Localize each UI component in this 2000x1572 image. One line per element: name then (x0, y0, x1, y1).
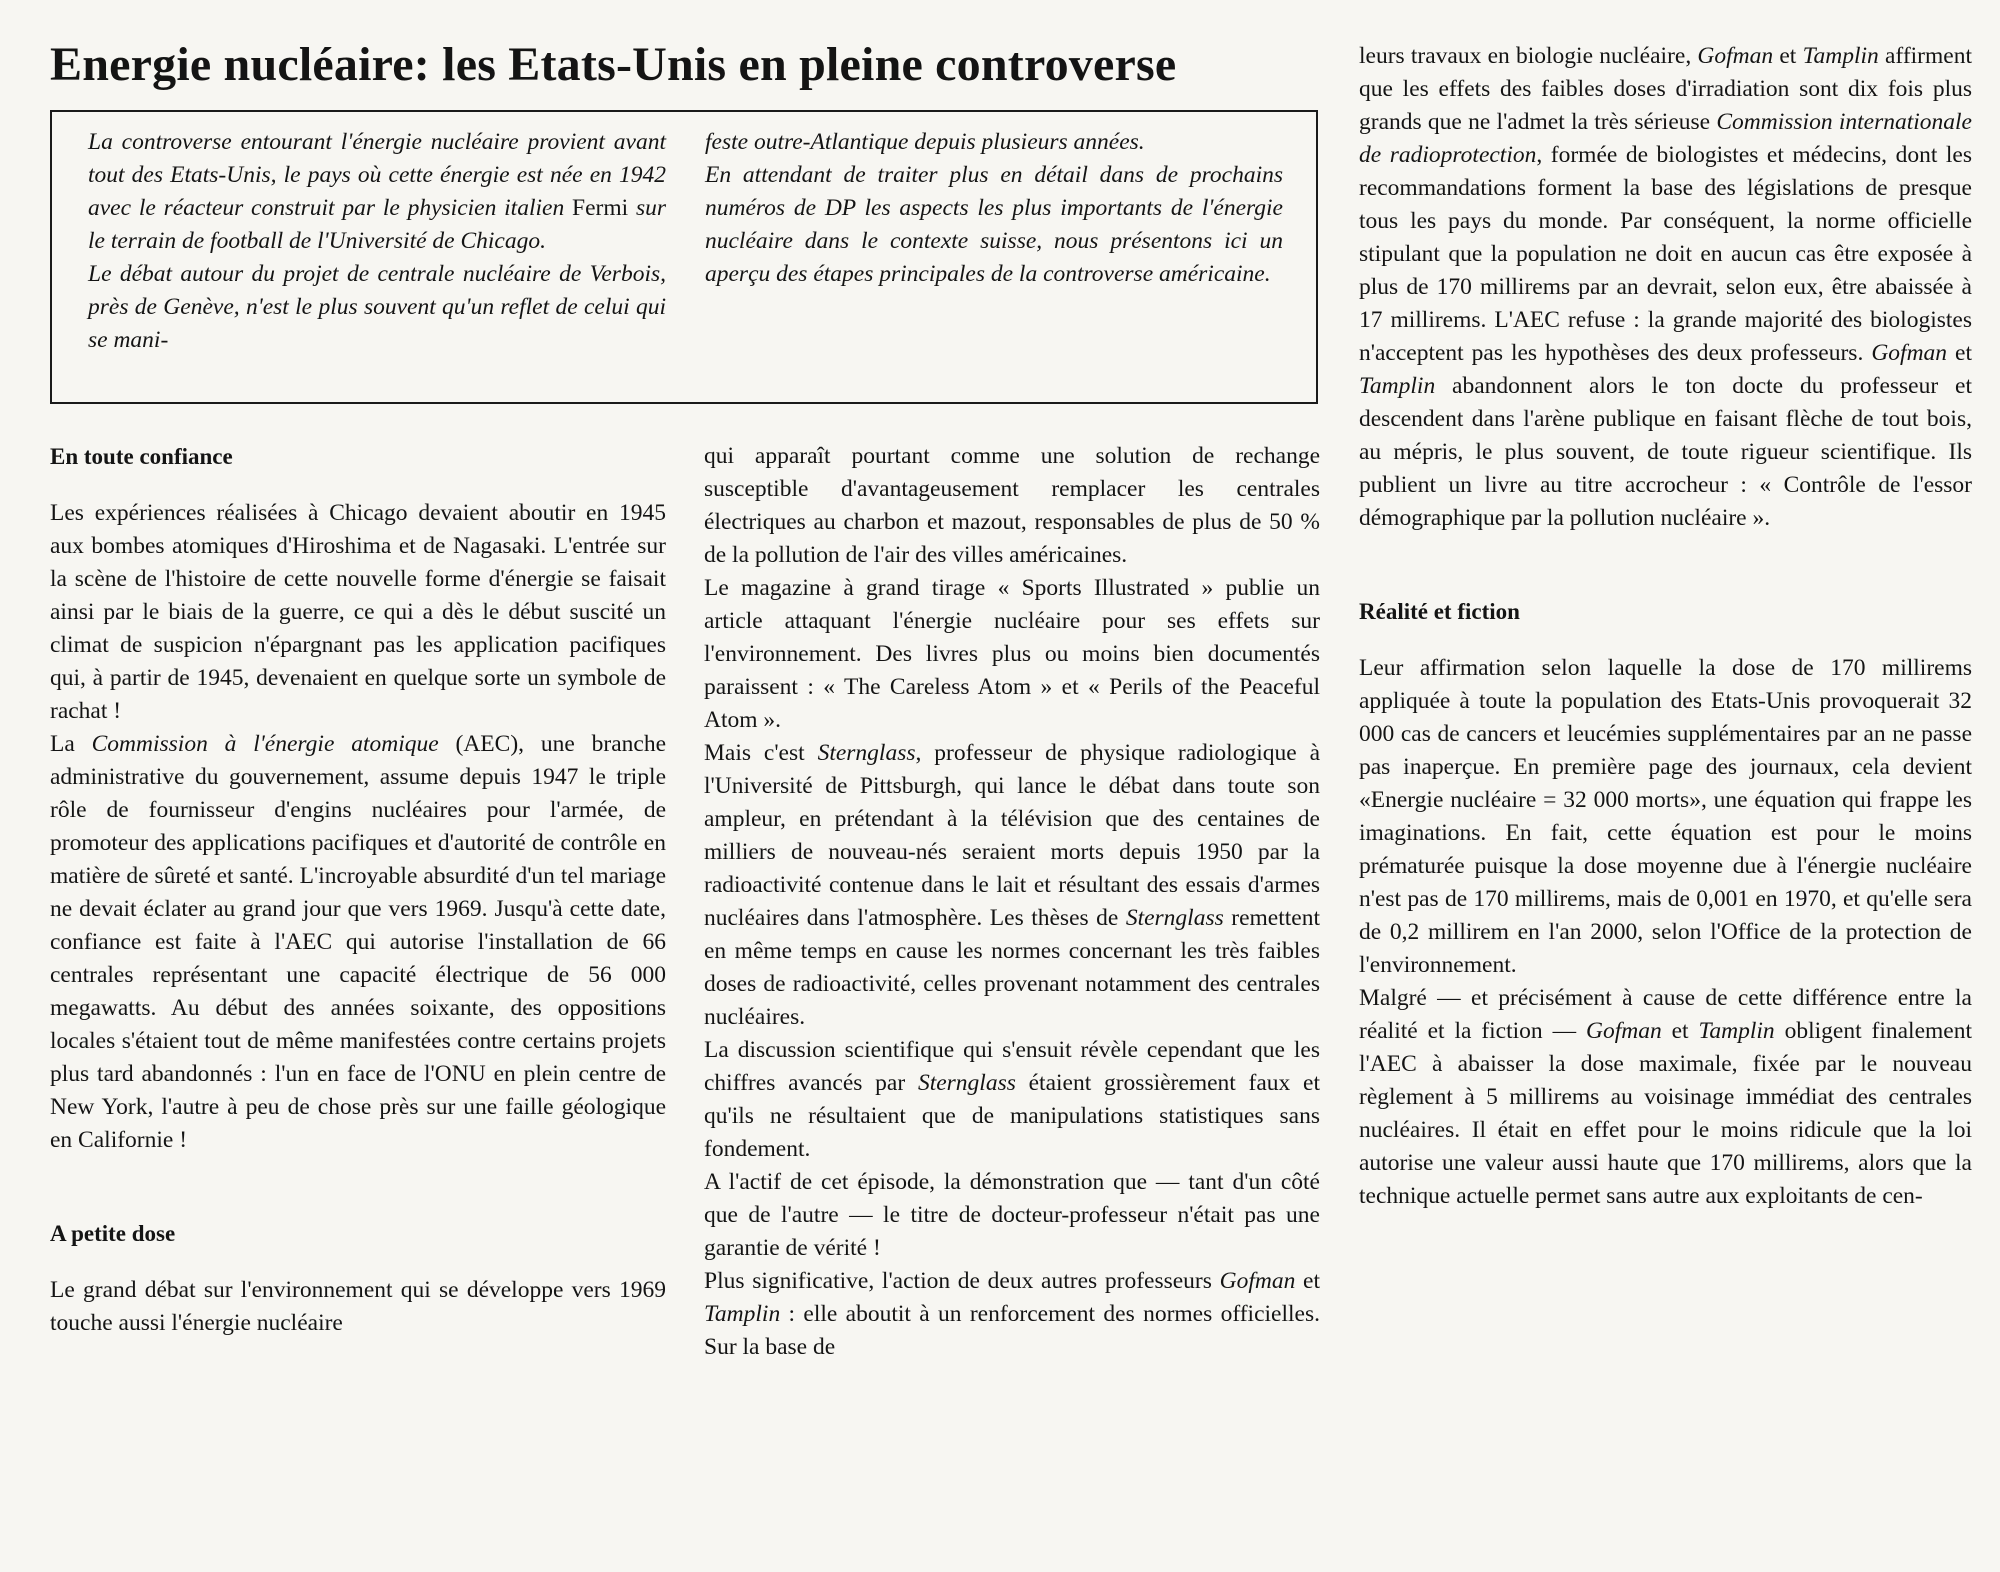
body-text: Plus significative, l'action de deux autres professeurs (704, 1268, 1220, 1294)
body-emphasis: Tamplin (1698, 1018, 1775, 1044)
body-paragraph: A l'actif de cet épisode, la démonstration que — tant d'un côté que de l'autre — le titre de docteur-professeur n'était pas une garantie de vérité ! (704, 1169, 1320, 1261)
section-heading: En toute confiance (50, 444, 233, 469)
body-emphasis: Sternglass (917, 1070, 1016, 1096)
body-text: et (1773, 43, 1803, 69)
body-emphasis: Sternglass (1125, 905, 1224, 931)
body-paragraph (1359, 40, 1972, 535)
section-heading: A petite dose (50, 1221, 176, 1246)
body-text: La (50, 731, 92, 757)
text-column-3 (1359, 40, 1972, 1213)
body-paragraph (704, 1265, 1320, 1364)
intro-paragraph: En attendant de traiter plus en détail dans de prochains numéros de DP les aspects les plus importants de l'énergie nucléaire dans le contexte suisse, nous présentons ici un aperçu des étapes principales de la controverse américaine. (705, 162, 1283, 287)
body-text: et (1661, 1018, 1699, 1044)
intro-text: La controverse entourant l'énergie nucléaire provient avant tout des Etats-Unis, le pays où cette énergie est née en 1942 avec le réacteur construit par le physicien italien (88, 129, 666, 221)
body-text: et (1947, 340, 1972, 366)
body-text: Malgré — et précisément à cause de cette différence entre la réalité et la fiction — (1359, 985, 1972, 1044)
body-paragraph: qui apparaît pourtant comme une solution de rechange susceptible d'avantageusement remplacer les centrales électriques au charbon et mazout, responsables de plus de 50 % de la pollution de l'air des villes américaines. (704, 443, 1320, 568)
body-emphasis: Gofman (1219, 1268, 1296, 1294)
intro-paragraph: feste outre-Atlantique depuis plusieurs années. (705, 129, 1145, 155)
text-column-2 (704, 440, 1320, 1364)
intro-text: sur le terrain de football de l'Université de Chicago. (88, 195, 666, 254)
body-text: , formée de biologistes et médecins, dont les recommandations forment la base des législations de presque tous les pays du monde. Par conséquent, la norme officielle stipulant que la population ne doit en aucun cas être exposée à plus de 170 millirems par an devrait, selon eux, être abaissée à 17 millirems. L'AEC refuse : la grande majorité des biologistes n'acceptent pas les hypothèses des deux professeurs. (1359, 142, 1972, 366)
body-text: abandonnent alors le ton docte du professeur et descendent dans l'arène publique en faisant flèche de tout bois, au mépris, le plus souvent, de toute rigueur scientifique. Ils publient un livre au titre accrocheur : « Contrôle de l'essor démographique par la pollution nucléaire ». (1359, 373, 1972, 531)
body-emphasis: Gofman (1871, 340, 1948, 366)
body-text: (AEC), une branche administrative du gouvernement, assume depuis 1947 le triple rôle de fournisseur d'engins nucléaires pour l'armée, de promoteur des applications pacifiques et d'autorité de contrôle en matière de sûreté et santé. L'incroyable absurdité d'un tel mariage ne devait éclater au grand jour que vers 1969. Jusqu'à cette date, confiance est faite à l'AEC qui autorise l'installation de 66 centrales représentant une capacité électrique de 56 000 megawatts. Au début des années soixante, des oppositions locales s'étaient tout de même manifestées contre certains projets plus tard abandonnés : l'un en face de l'ONU en plein centre de New York, l'autre à peu de chose près sur une faille géologique en Californie ! (50, 731, 666, 1153)
body-emphasis: Tamplin (1802, 43, 1879, 69)
intro-name: Fermi (572, 195, 629, 221)
intro-column-2 (705, 126, 1283, 291)
body-text: : elle aboutit à un renforcement des normes officielles. Sur la base de (704, 1301, 1320, 1360)
body-paragraph: Le magazine à grand tirage « Sports Illustrated » publie un article attaquant l'énergie nucléaire pour ses effets sur l'environnement. Des livres plus ou moins bien documentés paraissent : « The Careless Atom » et « Perils of the Peaceful Atom ». (704, 575, 1320, 733)
body-paragraph: Les expériences réalisées à Chicago devaient aboutir en 1945 aux bombes atomiques d'Hiroshima et de Nagasaki. L'entrée sur la scène de l'histoire de cette nouvelle forme d'énergie se faisait ainsi par le biais de la guerre, ce qui a dès le début suscité un climat de suspicion n'épargnant pas les application pacifiques qui, à partir de 1945, devenaient en quelque sorte un symbole de rachat ! (50, 500, 666, 724)
body-paragraph: Leur affirmation selon laquelle la dose de 170 millirems appliquée à toute la population des Etats-Unis provoquerait 32 000 cas de cancers et leucémies supplémentaires par an ne passe pas inaperçue. En première page des journaux, cela devient «Energie nucléaire = 32 000 morts», une équation qui frappe les imaginations. En fait, cette équation est pour le moins prématurée puisque la dose moyenne due à l'énergie nucléaire n'est pas de 170 millirems, mais de 0,001 en 1970, et qu'elle sera de 0,2 millirem en l'an 2000, selon l'Office de la protection de l'environnement. (1359, 655, 1972, 978)
intro-paragraph: Le débat autour du projet de centrale nucléaire de Verbois, près de Genève, n'est le plus souvent qu'un reflet de celui qui se mani- (88, 261, 666, 353)
body-text: et (1295, 1268, 1320, 1294)
body-emphasis: Commission internationale de radioprotection (1359, 109, 1972, 168)
body-text: , professeur de physique radiologique à l'Université de Pittsburgh, qui lance le débat dans toute son ampleur, en prétendant à la télévision que des centaines de milliers de nouveau-nés seraient morts depuis 1950 par la radioactivité contenue dans le lait et résultant des essais d'armes nucléaires dans l'atmosphère. Les thèses de (704, 740, 1320, 931)
intro-paragraph (88, 126, 666, 258)
body-emphasis: Tamplin (704, 1301, 781, 1327)
body-emphasis: Tamplin (1359, 373, 1436, 399)
intro-column-1 (88, 126, 666, 357)
body-text: leurs travaux en biologie nucléaire, (1359, 43, 1698, 69)
body-paragraph (704, 1034, 1320, 1166)
body-paragraph: Le grand débat sur l'environnement qui se développe vers 1969 touche aussi l'énergie nucléaire (50, 1277, 666, 1336)
body-text: remettent en même temps en cause les normes concernant les très faibles doses de radioactivité, celles provenant notamment des centrales nucléaires. (704, 905, 1320, 1030)
article-title: Energie nucléaire: les Etats-Unis en pleine controverse (50, 38, 1177, 91)
body-text: obligent finalement l'AEC à abaisser la dose maximale, fixée par le nouveau règlement à 5 millirems au voisinage immédiat des centrales nucléaires. Il était en effet pour le moins ridicule que la loi autorise une valeur aussi haute que 170 millirems, alors que la technique actuelle permet sans autre aux exploitants de cen- (1359, 1018, 1972, 1209)
intro-box (50, 110, 1318, 404)
body-paragraph (704, 737, 1320, 1034)
text-column-1 (50, 440, 666, 1340)
body-text: La discussion scientifique qui s'ensuit révèle cependant que les chiffres avancés par (704, 1037, 1320, 1096)
body-paragraph (1359, 982, 1972, 1213)
body-emphasis: Gofman (1585, 1018, 1662, 1044)
body-text: Mais c'est (704, 740, 818, 766)
body-emphasis: Commission à l'énergie atomique (91, 731, 439, 757)
body-text: affirment que les effets des faibles doses d'irradiation sont dix fois plus grands que ne l'admet la très sérieuse (1359, 43, 1972, 135)
section-heading: Réalité et fiction (1359, 599, 1520, 624)
body-paragraph (50, 728, 666, 1157)
body-emphasis: Sternglass (817, 740, 916, 766)
body-text: étaient grossièrement faux et qu'ils ne résultaient que de manipulations statistiques sans fondement. (704, 1070, 1320, 1162)
body-emphasis: Gofman (1697, 43, 1774, 69)
